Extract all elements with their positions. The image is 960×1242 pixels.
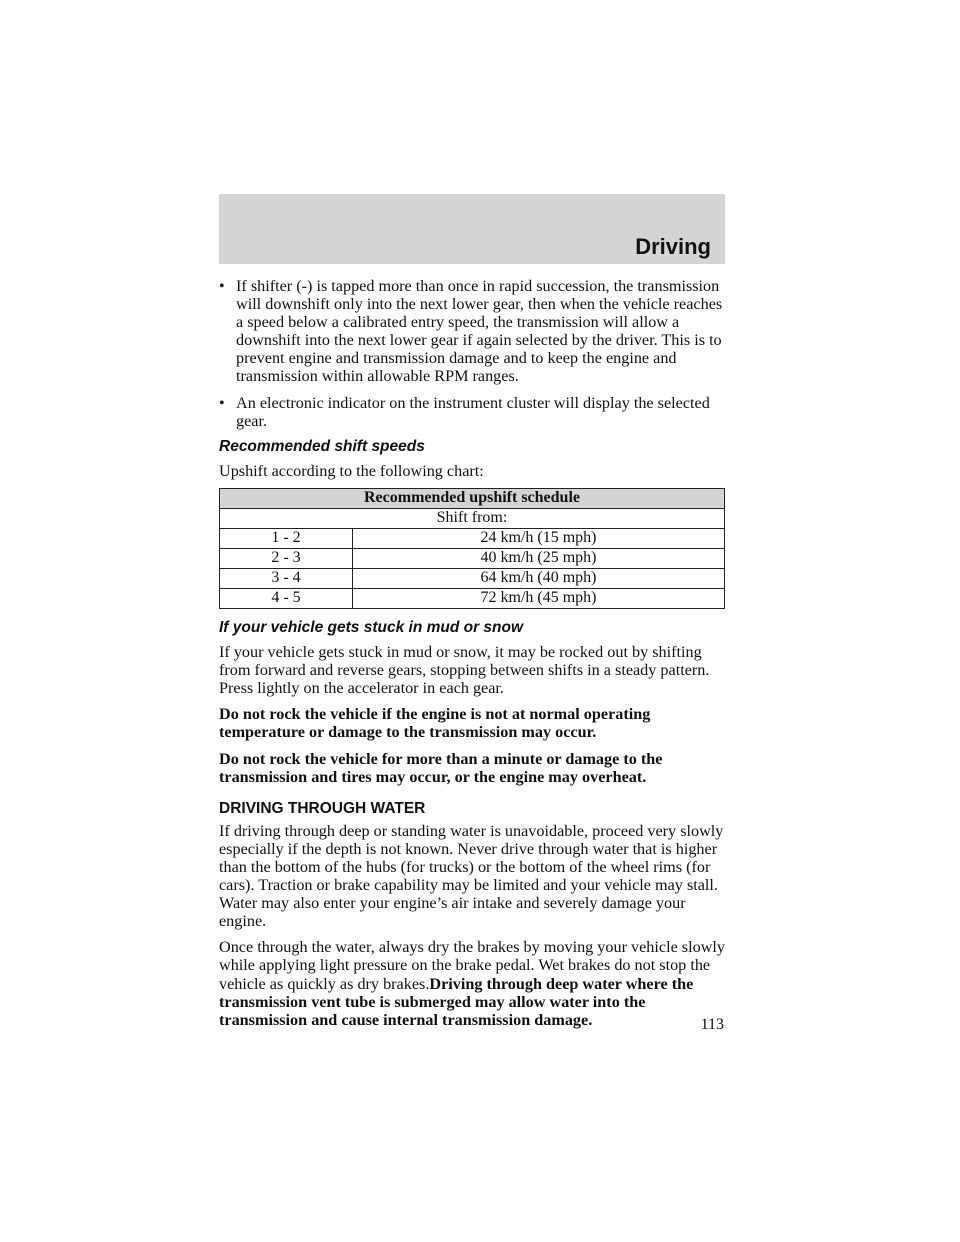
table-row xyxy=(220,548,725,568)
speed-cell: 40 km/h (25 mph) xyxy=(353,548,725,568)
recommended-shift-heading: Recommended shift speeds xyxy=(219,437,425,455)
table-row xyxy=(220,528,725,548)
recommended-intro: Upshift according to the following chart: xyxy=(219,461,484,480)
water-paragraph-text: Once through the water, always dry the brakes by moving your vehicle slowly while applying light pressure on the brake pedal. Wet brakes do not stop the vehicle as quickly as dry brakes. xyxy=(219,938,725,993)
water-heading: DRIVING THROUGH WATER xyxy=(219,799,426,817)
stuck-warning: Do not rock the vehicle if the engine is not at normal operating temperature or damage to the transmission may occur. xyxy=(219,705,651,742)
water-warning-text: Driving through deep water where the transmission vent tube is submerged may allow water into the transmission and cause internal transmission damage. xyxy=(219,974,694,1029)
table-subheader: Shift from: xyxy=(220,508,725,528)
section-header-band xyxy=(219,194,725,264)
table-row xyxy=(220,568,725,588)
upshift-table xyxy=(219,488,725,609)
gear-cell: 1 - 2 xyxy=(220,528,353,548)
stuck-body: If your vehicle gets stuck in mud or snow, it may be rocked out by shifting from forward and reverse gears, stopping between shifts in a steady pattern. Press lightly on the accelerator in each gear. xyxy=(219,643,710,698)
gear-cell: 3 - 4 xyxy=(220,568,353,588)
page-number: 113 xyxy=(700,1016,724,1033)
speed-cell: 24 km/h (15 mph) xyxy=(353,528,725,548)
speed-cell: 64 km/h (40 mph) xyxy=(353,568,725,588)
bullet-dot-icon: • xyxy=(219,277,225,295)
section-title: Driving xyxy=(635,234,711,259)
speed-cell: 72 km/h (45 mph) xyxy=(353,588,725,608)
table-row xyxy=(220,588,725,608)
page-content xyxy=(219,277,725,1037)
bullet-item xyxy=(219,277,725,386)
water-paragraph: If driving through deep or standing water is unavoidable, proceed very slowly especially if the depth is not known. Never drive through water that is higher than the bottom of the hubs (for trucks) or the bottom of the wheel rims (for cars). Traction or brake capability may be limited and your vehicle may stall. Water may also enter your engine’s air intake and severely damage your engine. xyxy=(219,821,724,931)
gear-cell: 2 - 3 xyxy=(220,548,353,568)
bullet-text: If shifter (-) is tapped more than once in rapid succession, the transmission will downshift only into the next lower gear, then when the vehicle reaches a speed below a calibrated entry speed, the transmission will allow a downshift into the next lower gear if again selected by the driver. This is to prevent engine and transmission damage and to keep the engine and transmission within allowable RPM ranges. xyxy=(236,277,723,386)
bullet-text: An electronic indicator on the instrument cluster will display the selected gear. xyxy=(236,393,710,430)
bullet-dot-icon: • xyxy=(219,393,225,412)
table-title: Recommended upshift schedule xyxy=(220,488,725,508)
water-paragraph xyxy=(219,938,725,1028)
stuck-warning: Do not rock the vehicle for more than a minute or damage to the transmission and tires may occur, or the engine may overheat. xyxy=(219,749,663,786)
gear-cell: 4 - 5 xyxy=(220,588,353,608)
bullet-item xyxy=(219,394,725,430)
stuck-heading: If your vehicle gets stuck in mud or snow xyxy=(219,618,524,636)
